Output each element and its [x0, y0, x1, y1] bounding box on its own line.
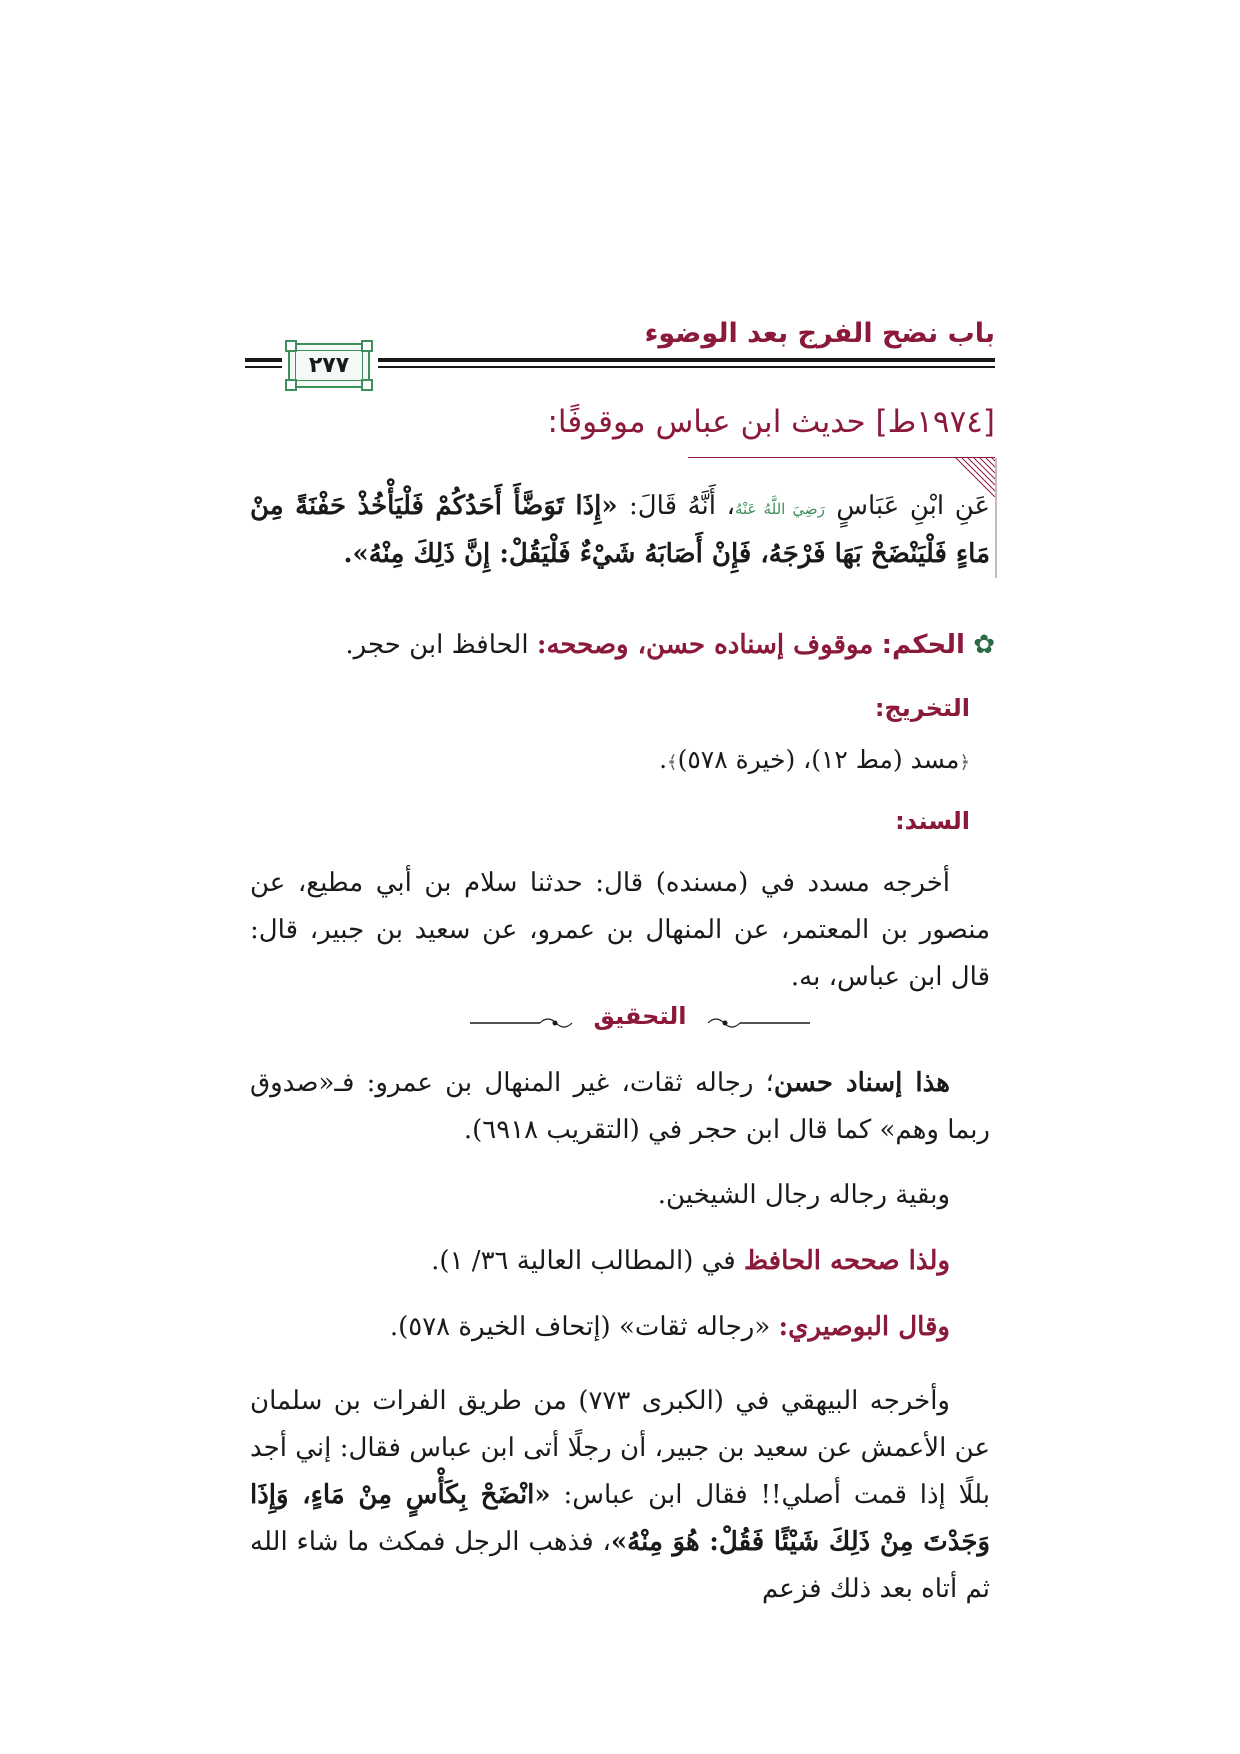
bayhaqi-narration: وأخرجه البيهقي في (الكبرى ٧٧٣) من طريق الفرات بن سلمان عن الأعمش عن سعيد بن جبير، أن رجلًا أتى ابن عباس فقال: إني أجد بللًا إذا قمت أصلي!! فقال ابن عباس: [250, 1386, 990, 1510]
sanad-paragraph: أخرجه مسدد في (مسنده) قال: حدثنا سلام بن أبي مطيع، عن منصور بن المعتمر، عن المنهال بن عمرو، عن سعيد بن جبير، قال: قال ابن عباس، به. [250, 868, 990, 992]
bayhaqi-continuation: ، فذهب الرجل فمكث ما شاء الله ثم أتاه بعد ذلك فزعم [250, 1527, 990, 1604]
takhrij-title: التخريج: [874, 694, 970, 722]
analysis-paragraph-1 [250, 1060, 990, 1154]
ibn-abbas-quote: «انْضَحْ بِكَأْسٍ مِنْ مَاءٍ، وَإِذَا وَجَدْتَ مِنْ ذَلِكَ شَيْئًا فَقُلْ: هُوَ مِنْهُ» [250, 1480, 990, 1557]
hadith-matn: «إِذَا تَوَضَّأَ أَحَدُكُمْ فَلْيَأْخُذْ حَفْنَةً مِنْ مَاءٍ فَلْيَنْضَحْ بَهَا فَرْجَهُ، فَإِنْ أَصَابَهُ شَيْءٌ فَلْيَقُلْ: إِنَّ ذَلِكَ مِنْهُ». [250, 491, 990, 569]
open-bracket: ﴿ [959, 752, 970, 773]
running-title: باب نضح الفرج بعد الوضوء [644, 318, 995, 349]
close-bracket: ﴾ [667, 752, 678, 773]
heading-underline [688, 457, 995, 458]
analysis-line-1: وبقية رجاله رجال الشيخين. [657, 1180, 950, 1210]
hadith-text-block [250, 484, 990, 577]
takhrij-text: مسد (مط ١٢)، (خيرة ٥٧٨) [677, 745, 960, 774]
header-rule-left-top [245, 358, 282, 362]
header-rule-left-bottom [245, 366, 282, 368]
hafiz-verdict: ولذا صححه الحافظ [744, 1246, 950, 1276]
ruling-label: الحكم: [881, 630, 965, 660]
analysis-paragraph-2 [250, 1378, 990, 1613]
ruling-line [345, 630, 995, 660]
page-number: ٢٧٧ [308, 353, 350, 378]
hadith-intro: ، أَنَّهُ قَالَ: [629, 491, 735, 521]
analysis-line-2 [431, 1246, 950, 1276]
busiri-label: وقال البوصيري: [778, 1312, 950, 1342]
sanad-title: السند: [895, 807, 970, 835]
flower-ornament-icon: ✿ [973, 630, 995, 660]
hafiz-source: في (المطالب العالية ٣٦/ ١). [431, 1246, 744, 1276]
hadith-side-line [995, 458, 997, 578]
takhrij-end: . [659, 745, 668, 774]
page-number-inner [295, 350, 363, 381]
page-number-frame [288, 343, 370, 388]
isnad-verdict: هذا إسناد حسن [773, 1068, 950, 1098]
isnad-explanation: ؛ رجاله ثقات، غير المنهال بن عمرو: فـ«صدوق ربما وهم» كما قال ابن حجر في (التقريب ٦٩١٨). [250, 1068, 990, 1145]
header-rule-right-bottom [378, 366, 995, 368]
honorific-mark: رَضِيَ اللَّهُ عَنْهُ [734, 500, 825, 518]
hadith-narrator: عَنِ ابْنِ عَبَاسٍ [836, 491, 990, 521]
hadith-heading: [١٩٧٤ط] حديث ابن عباس موقوفًا: [547, 404, 995, 440]
analysis-line-3 [390, 1312, 950, 1342]
takhrij-line [659, 745, 970, 774]
ruling-verdict: موقوف إسناده حسن، وصححه: [536, 630, 874, 660]
busiri-quote: «رجاله ثقات» (إتحاف الخيرة ٥٧٨). [389, 1312, 779, 1342]
tahqiq-title: التحقيق [593, 1002, 687, 1030]
ruling-authority: الحافظ ابن حجر. [345, 630, 537, 660]
header-rule-right-top [378, 358, 995, 362]
